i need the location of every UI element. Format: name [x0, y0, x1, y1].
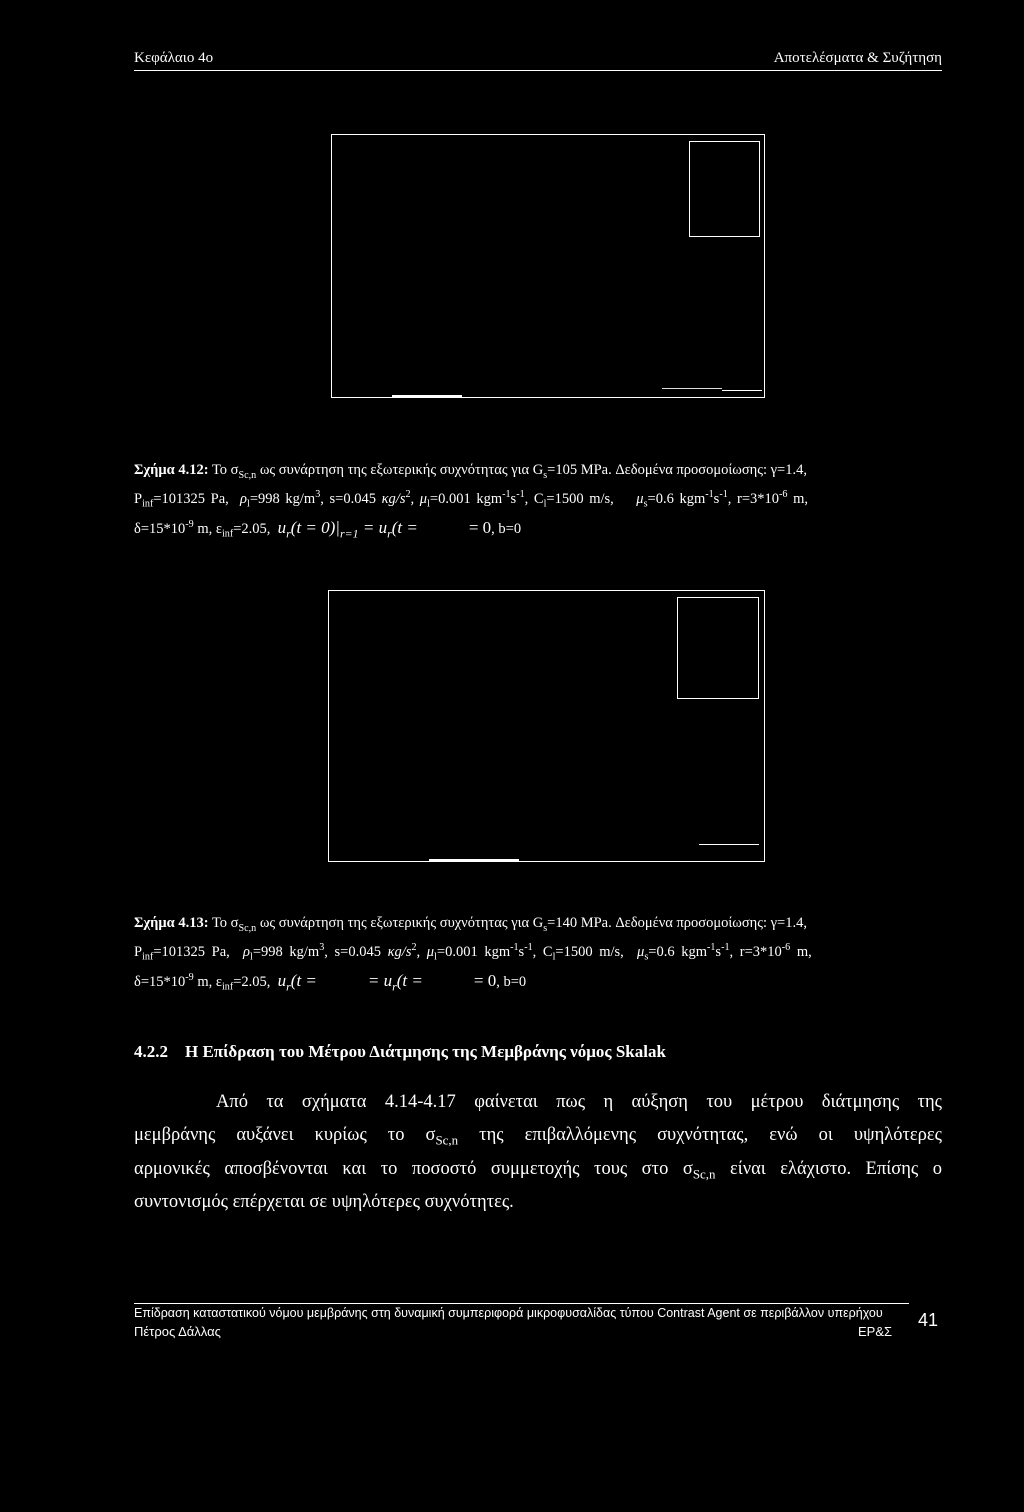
caption-text: =105 MPa. Δεδομένα προσομοίωσης: γ=1.4, [547, 462, 807, 478]
footer-author: Πέτρος Δάλλας [134, 1324, 221, 1339]
figure-4-13-plot [328, 590, 765, 862]
caption-sup: 2 [405, 489, 411, 500]
caption-sub: inf [142, 498, 154, 510]
caption-symbol: ρ [243, 943, 250, 960]
caption-label: Σχήμα 4.12: [134, 462, 209, 478]
caption-text: Το σ [211, 915, 239, 931]
caption-text: =0.6 kgm [648, 943, 707, 960]
equation-sub: r [387, 526, 392, 541]
caption-sup: -1 [510, 942, 519, 953]
equation-sub: r [286, 526, 291, 541]
caption-sub: Sc,n [238, 922, 257, 934]
caption-sub: s [643, 498, 648, 510]
caption-symbol: κg/s [380, 943, 412, 960]
caption-text: , r=3*10 [727, 490, 780, 507]
caption-text: , C [532, 943, 553, 960]
caption-text: δ=15*10 [134, 520, 186, 537]
section-title: Η Επίδραση του Μέτρου Διάτμησης της Μεμβράνης νόμος Skalak [185, 1042, 666, 1061]
body-line-4: συντονισμός επέρχεται σε υψηλότερες συχνότητες. [134, 1192, 514, 1212]
body-line-3 [134, 1159, 942, 1183]
caption-text: =2.05, [233, 520, 271, 537]
footer-title: Επίδραση καταστατικού νόμου μεμβράνης στη δυναμική συμπεριφορά μικροφυσαλίδας τύπου Contrast Agent σε περιβάλλον υπερήχου [134, 1306, 883, 1320]
caption-sup: -1 [721, 942, 730, 953]
caption-text: s [713, 490, 720, 507]
caption-sub: inf [221, 528, 234, 540]
caption-sup: 3 [319, 942, 325, 953]
caption-sup: -1 [719, 489, 728, 500]
caption-symbol: , μ [416, 943, 435, 960]
caption-text: =998 kg/m [249, 490, 316, 507]
caption-sub: inf [142, 951, 154, 963]
caption-text: =1500 m/s, [546, 490, 614, 507]
caption-text: δ=15*10 [134, 973, 186, 990]
equation-part: = u [367, 970, 393, 990]
caption-text: m, [787, 490, 808, 507]
figure-4-13-legend-box [677, 597, 759, 699]
caption-text: P [134, 490, 143, 507]
equation-sub: r [392, 979, 397, 994]
caption-text: =0.6 kgm [647, 490, 706, 507]
body-sub: Sc,n [692, 1166, 716, 1182]
equation-part: = 0 [473, 970, 497, 990]
equation-sub: r [286, 979, 291, 994]
footer-rule [134, 1303, 909, 1304]
caption-text: s [715, 943, 722, 960]
caption-symbol: μ [637, 943, 645, 960]
caption-sup: -9 [185, 519, 194, 530]
body-text: αρμονικές αποσβένονται και το ποσοστό συμμετοχής τους στο σ [134, 1159, 693, 1179]
caption-sup: -6 [779, 489, 788, 500]
caption-text: =0.001 kgm [436, 943, 511, 960]
figure-4-12-legend-box [689, 141, 760, 237]
caption-text: m, [790, 943, 812, 960]
caption-sub: l [246, 498, 250, 510]
caption-text: m, ε [193, 973, 222, 990]
figure-4-12-baseline-trace [392, 395, 462, 397]
caption-text: Το σ [211, 462, 239, 478]
body-text: μεμβράνης αυξάνει κυρίως το σ [134, 1125, 436, 1145]
caption-text: =1500 m/s, [555, 943, 624, 960]
caption-text: , r=3*10 [729, 943, 782, 960]
caption-sub: l [427, 498, 430, 510]
caption-sup: -9 [185, 972, 194, 983]
caption-text: , b=0 [496, 973, 527, 990]
caption-text: s [518, 943, 525, 960]
equation-part: (t = [391, 517, 418, 537]
section-heading [134, 1042, 666, 1062]
caption-text: ως συνάρτηση της εξωτερικής συχνότητας για G [256, 462, 544, 478]
figure-4-13-trace [699, 844, 759, 845]
equation-part: (t = [396, 970, 423, 990]
caption-text: =0.001 kgm [429, 490, 503, 507]
caption-sub: s [543, 469, 548, 481]
figure-4-13-caption [134, 913, 942, 1013]
equation-part: = 0 [468, 517, 492, 537]
caption-sup: -6 [781, 942, 791, 953]
caption-text: =101325 Pa, [153, 490, 229, 507]
caption-text: =140 MPa. Δεδομένα προσομοίωσης: γ=1.4, [547, 915, 807, 931]
figure-4-13-baseline-trace [429, 859, 519, 861]
figure-4-12-trace [662, 388, 722, 389]
caption-text: P [134, 943, 143, 960]
body-text: της επιβαλλόμενης συχνότητας, ενώ οι υψηλότερες [458, 1125, 942, 1145]
caption-text: =998 kg/m [252, 943, 320, 960]
caption-sub: l [249, 951, 253, 963]
body-line-1: Από τα σχήματα 4.14-4.17 φαίνεται πως η αύξηση του μέτρου διάτμησης της [216, 1092, 942, 1112]
section-header: Αποτελέσματα & Συζήτηση [773, 50, 942, 66]
caption-text: m, ε [193, 520, 222, 537]
section-number: 4.2.2 [134, 1042, 168, 1061]
caption-symbol: μ [636, 490, 644, 507]
caption-text: ως συνάρτηση της εξωτερικής συχνότητας για G [256, 915, 544, 931]
figure-4-12-caption [134, 460, 942, 560]
caption-text: , b=0 [491, 520, 522, 537]
caption-sup: -1 [705, 489, 714, 500]
caption-text: =101325 Pa, [153, 943, 230, 960]
caption-text: , s=0.045 [320, 490, 376, 507]
caption-sup: -1 [524, 942, 533, 953]
equation-sub: r=1 [339, 526, 359, 541]
caption-sup: -1 [706, 942, 716, 953]
body-paragraph [134, 1092, 942, 1222]
caption-text: , s=0.045 [324, 943, 381, 960]
caption-symbol: , μ [410, 490, 428, 507]
body-sub: Sc,n [435, 1132, 459, 1148]
caption-symbol: ρ [240, 490, 247, 507]
equation-part: (t = 0)| [290, 517, 340, 537]
caption-text: , C [524, 490, 544, 507]
caption-sup: 3 [315, 489, 321, 500]
equation-part: u [277, 517, 287, 537]
equation-part: (t = [290, 970, 317, 990]
footer-org: ΕΡ&Σ [858, 1324, 893, 1339]
chapter-header: Κεφάλαιο 4ο [134, 50, 214, 66]
body-line-2 [134, 1125, 942, 1149]
caption-text: s [510, 490, 517, 507]
caption-symbol: κg/s [375, 490, 406, 507]
caption-sub: inf [221, 981, 234, 993]
caption-sup: -1 [502, 489, 511, 500]
caption-sub: l [552, 951, 556, 963]
figure-4-12-trace-end [722, 390, 762, 391]
caption-label: Σχήμα 4.13: [134, 915, 209, 931]
page-number: 41 [918, 1310, 939, 1330]
caption-text: =2.05, [233, 973, 271, 990]
caption-sup: 2 [411, 942, 417, 953]
caption-sup: -1 [516, 489, 525, 500]
caption-sub: Sc,n [238, 469, 257, 481]
equation-part: = u [362, 517, 388, 537]
caption-sub: s [644, 951, 649, 963]
equation-part: u [277, 970, 287, 990]
caption-sub: l [543, 498, 547, 510]
caption-sub: s [543, 922, 548, 934]
header-rule [134, 70, 942, 71]
figure-4-12-plot [331, 134, 765, 398]
body-text: είναι ελάχιστο. Επίσης ο [715, 1159, 942, 1179]
caption-sub: l [434, 951, 437, 963]
